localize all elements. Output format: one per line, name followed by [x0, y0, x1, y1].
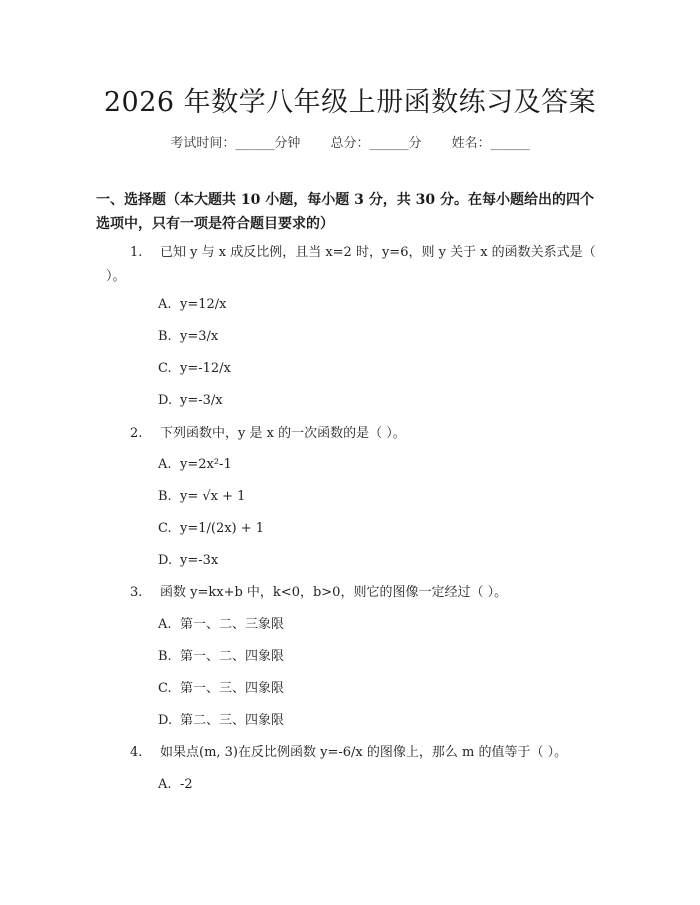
- document-title: 2026 年数学八年级上册函数练习及答案: [103, 87, 597, 118]
- question-3-option-d: [158, 711, 284, 731]
- option-text: y=3/x: [180, 329, 219, 344]
- option-letter: A.: [158, 457, 172, 472]
- option-letter: D.: [158, 553, 173, 568]
- question-3-option-a: [158, 615, 284, 635]
- option-text: y=-3x: [180, 553, 219, 568]
- question-1-option-b: [158, 327, 218, 347]
- question-1-option-a: [158, 295, 227, 315]
- section-heading: 一、选择题（本大题共 10 小题，每小题 3 分，共 30 分。在每小题给出的四个选项中，只有一项是符合题目要求的）: [96, 192, 594, 232]
- option-letter: A.: [158, 297, 172, 312]
- option-letter: A.: [158, 777, 172, 792]
- option-letter: B.: [158, 489, 172, 504]
- option-text: 第一、二、四象限: [180, 649, 285, 664]
- question-text: 下列函数中，y 是 x 的一次函数的是（ ）。: [160, 426, 406, 441]
- option-text: -2: [180, 777, 193, 792]
- option-text: y= √x + 1: [180, 489, 246, 504]
- question-4-option-a: [158, 775, 193, 795]
- exam-meta: [0, 132, 700, 151]
- option-text: 第一、二、三象限: [180, 617, 285, 632]
- option-letter: B.: [158, 649, 172, 664]
- question-number: 4.: [130, 745, 143, 760]
- option-letter: C.: [158, 521, 172, 536]
- student-name-field: 姓名：______: [451, 136, 530, 151]
- option-text: 第二、三、四象限: [180, 713, 285, 728]
- question-number: 2.: [130, 426, 143, 441]
- question-number: 1.: [130, 245, 143, 260]
- option-text: y=2x²-1: [180, 457, 232, 472]
- option-text: y=12/x: [180, 297, 227, 312]
- question-2-option-b: [158, 487, 245, 507]
- option-letter: A.: [158, 617, 172, 632]
- option-letter: C.: [158, 681, 172, 696]
- question-3: [106, 581, 596, 605]
- question-4: [106, 741, 596, 765]
- question-3-option-b: [158, 647, 284, 667]
- option-letter: D.: [158, 713, 173, 728]
- question-2-option-c: [158, 519, 264, 539]
- question-text: 函数 y=kx+b 中，k<0，b>0，则它的图像一定经过（ ）。: [160, 585, 508, 600]
- exam-time-field: 考试时间：______分钟: [170, 136, 301, 151]
- question-1-option-d: [158, 391, 223, 411]
- option-text: y=-12/x: [180, 361, 231, 376]
- option-text: 第一、三、四象限: [180, 681, 285, 696]
- question-2-option-d: [158, 551, 218, 571]
- question-3-option-c: [158, 679, 284, 699]
- question-1: [106, 241, 596, 289]
- question-2: [106, 422, 596, 446]
- question-text: 已知 y 与 x 成反比例，且当 x=2 时，y=6，则 y 关于 x 的函数关系式是（ ）。: [106, 245, 596, 284]
- question-2-option-a: [158, 455, 232, 475]
- option-text: y=1/(2x) + 1: [180, 521, 265, 536]
- option-letter: D.: [158, 393, 173, 408]
- total-score-field: 总分：______分: [330, 136, 422, 151]
- option-letter: C.: [158, 361, 172, 376]
- question-1-option-c: [158, 359, 231, 379]
- option-text: y=-3/x: [180, 393, 223, 408]
- option-letter: B.: [158, 329, 172, 344]
- question-number: 3.: [130, 585, 143, 600]
- question-text: 如果点(m, 3)在反比例函数 y=-6/x 的图像上，那么 m 的值等于（ ）。: [160, 745, 568, 760]
